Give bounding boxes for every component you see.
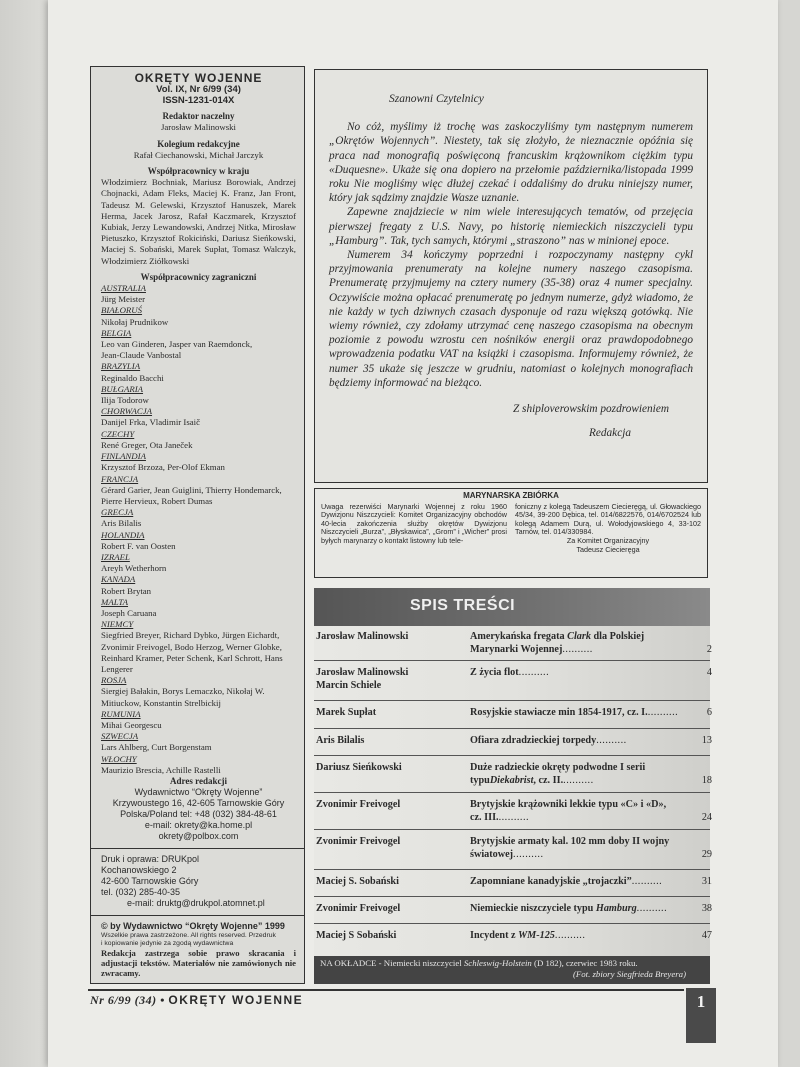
toc-author bbox=[316, 902, 466, 915]
toc-divider bbox=[314, 700, 710, 701]
toc-page-number: 13 bbox=[701, 735, 712, 746]
toc-divider bbox=[314, 896, 710, 897]
toc-author-name: Maciej S. Sobański bbox=[316, 876, 399, 887]
divider bbox=[91, 915, 304, 916]
letter-paragraph: Zapewne znajdziecie w nim wiele interesujących tematów, od przejęcia pierwszej fregaty z U.S. Navy, po historię niemieckich niszczycieli typu „Hamburg”. Tak, tych samych, którymi „straszono” nas w minionej epoce. bbox=[329, 206, 693, 247]
toc-page-number: 18 bbox=[701, 775, 712, 786]
toc-title bbox=[470, 666, 712, 679]
toc-page-number: 4 bbox=[706, 667, 712, 678]
contributor-names: Nikołaj Prudnikow bbox=[101, 316, 169, 327]
country-label: CHORWACJA bbox=[101, 406, 153, 417]
cover-note-ship: Schleswig-Holstein bbox=[463, 958, 532, 968]
print-line: tel. (032) 285-40-35 bbox=[101, 887, 181, 898]
contributor-names: Mihai Georgescu bbox=[101, 719, 162, 730]
contributor-names: Maurizio Brescia, Achille Rastelli bbox=[101, 764, 221, 775]
country-label: IZRAEL bbox=[101, 551, 130, 562]
board-role: Kolegium redakcyjne bbox=[157, 138, 240, 149]
contributor-names: Lars Ahlberg, Curt Borgenstam bbox=[101, 742, 212, 753]
address-line: Krzywoustego 16, 42-605 Tarnowskie Góry bbox=[112, 798, 285, 809]
page-number: 1 bbox=[686, 988, 716, 1043]
address-line: Wydawnictwo “Okręty Wojenne” bbox=[134, 787, 263, 798]
footer-rule bbox=[88, 989, 684, 991]
toc-title bbox=[470, 761, 712, 787]
divider bbox=[91, 848, 304, 849]
toc-divider bbox=[314, 869, 710, 870]
domestic-role: Współpracownicy w kraju bbox=[147, 166, 250, 177]
notice-col-left: Uwaga rezerwiści Marynarki Wojennej z roku 1960 Dywizjonu Niszczycieli: Komitet Organizacyjny obchodów 40-lecia zakończenia służby okrętów Dywizjonu Niszczycieli „Burza”, „Błyskawica”, „Grom” i „Wicher” prosi byłych marynarzy o kontakt listowny lub tele- bbox=[321, 501, 507, 545]
country-label: FINLANDIA bbox=[101, 451, 146, 462]
toc-title-text: Marynarki Wojennej bbox=[470, 644, 563, 655]
toc-divider bbox=[314, 755, 710, 756]
foreign-contributors-list bbox=[101, 283, 296, 776]
toc-divider bbox=[314, 660, 710, 661]
cover-note-rest: (D 182), czerwiec 1983 roku. bbox=[531, 958, 638, 968]
contributor-names: Krzysztof Brzoza, Per-Olof Ekman bbox=[101, 462, 225, 473]
toc-page-number: 24 bbox=[701, 812, 712, 823]
print-line: 42-600 Tarnowskie Góry bbox=[101, 876, 199, 887]
toc-title-text: Zapomniane kanadyjskie „trojaczki” bbox=[470, 876, 632, 887]
address-role: Adres redakcji bbox=[170, 775, 227, 786]
notice-title: MARYNARSKA ZBIÓRKA bbox=[463, 491, 559, 500]
toc-author-name: Jarosław Malinowski bbox=[316, 631, 409, 642]
contributor-names: Ilija Todorow bbox=[101, 395, 149, 406]
country-label: BRAZYLIA bbox=[101, 361, 141, 372]
contributor-names: Joseph Caruana bbox=[101, 607, 157, 618]
toc-leader-dots: .......... bbox=[562, 644, 593, 655]
letter-signature: Redakcja bbox=[588, 427, 631, 440]
country-label: ROSJA bbox=[101, 675, 127, 686]
toc-heading: SPIS TREŚCI bbox=[314, 588, 710, 626]
notice-col-right: foniczny z kolegą Tadeuszem Ciecieręgą, ul. Głowackiego 45/34, 39-200 Dębica, tel. 014/6822576, 014/6702524 lub kolegą Adamem Durą, ul. Wołodyjowskiego 4, 33-102 Tarnów, tel. 014/330984. bbox=[515, 501, 701, 537]
toc-title bbox=[470, 875, 712, 888]
contributor-names: Aris Bilalis bbox=[101, 518, 142, 529]
contributor-names: Jean-Claude Vanbostal bbox=[101, 350, 182, 361]
toc-title-text: Brytyjskie armaty kal. 102 mm doby II wojny bbox=[470, 836, 670, 847]
address-email: okrety@polbox.com bbox=[158, 831, 239, 842]
toc-author-name: Aris Bilalis bbox=[316, 735, 365, 746]
toc-leader-dots: .......... bbox=[636, 903, 668, 914]
country-label: BUŁGARIA bbox=[101, 383, 144, 394]
editor-name: Jarosław Malinowski bbox=[160, 122, 236, 133]
notice-box bbox=[314, 488, 708, 578]
toc-title bbox=[470, 630, 712, 656]
volume-info: Vol. IX, Nr 6/99 (34) bbox=[156, 84, 241, 96]
contributor-names: René Greger, Ota Janeček bbox=[101, 439, 193, 450]
toc-author-name: Zvonimir Freivogel bbox=[316, 903, 401, 914]
toc-leader-dots: .......... bbox=[563, 775, 594, 786]
letter-paragraph: No cóż, myślimy iż trochę was zaskoczyliśmy tym następnym numerem „Okrętów Wojennych”. Niestety, tak się złożyło, że nieznacznie opóźnia się praca nad monografią poświęconą francuskim krążownikom ciężkim typu «Duquesne». Ukaże się ona dopiero na przełomie października/listopada 1999 roku Nie mogliśmy więc dłużej czekać i oddaliśmy do druku niniejszy numer, który jak sądzimy znajdzie Wasze uznanie. bbox=[329, 121, 693, 205]
toc-leader-dots: .......... bbox=[518, 667, 550, 678]
toc-title bbox=[470, 734, 712, 747]
country-label: GRECJA bbox=[101, 507, 134, 518]
country-label: BIAŁORUŚ bbox=[101, 305, 143, 316]
address-email: e-mail: okrety@ka.home.pl bbox=[144, 820, 253, 831]
toc-leader-dots: .......... bbox=[554, 930, 586, 941]
toc-title-text: Brytyjskie krążowniki lekkie typu «C» i «D», bbox=[470, 799, 667, 810]
toc-leader-dots: .......... bbox=[631, 876, 663, 887]
editor-role: Redaktor naczelny bbox=[162, 111, 235, 122]
letter-closing: Z shiploverowskim pozdrowieniem bbox=[512, 403, 669, 416]
masthead-box bbox=[90, 66, 305, 984]
editorial-notice: Redakcja zastrzega sobie prawo skracania i adjustacji tekstów. Materiałów nie zamówionych nie zwracamy. bbox=[101, 948, 296, 979]
address-line: Polska/Poland tel: +48 (032) 384-48-61 bbox=[120, 809, 277, 820]
toc-author bbox=[316, 734, 466, 747]
toc-author-name: Dariusz Sieńkowski bbox=[316, 762, 402, 773]
toc-author bbox=[316, 706, 466, 719]
toc-title-text: Z życia flot bbox=[470, 667, 519, 678]
notice-signature: Za Komitet Organizacyjny bbox=[566, 535, 650, 545]
contributor-names: Pierre Hervieux, Robert Dumas bbox=[101, 495, 213, 506]
toc-title-text: Duże radzieckie okręty podwodne I serii typu bbox=[470, 762, 646, 786]
magazine-title: OKRĘTY WOJENNE bbox=[134, 71, 263, 85]
toc-leader-dots: .......... bbox=[596, 735, 627, 746]
country-label: KANADA bbox=[101, 574, 136, 585]
toc-author-name: Jarosław Malinowski bbox=[316, 667, 409, 678]
contributor-names: Reginaldo Bacchi bbox=[101, 372, 164, 383]
toc-leader-dots: .......... bbox=[647, 707, 679, 718]
toc-title bbox=[470, 902, 712, 915]
toc-title-italic: Diekabrist bbox=[489, 775, 534, 786]
cover-note-lead: NA OKŁADCE - Niemiecki niszczyciel bbox=[320, 958, 464, 968]
toc-title-text: światowej bbox=[470, 849, 514, 860]
footer bbox=[90, 993, 303, 1008]
country-label: CZECHY bbox=[101, 428, 135, 439]
foreign-role: Współpracownicy zagraniczni bbox=[140, 271, 257, 282]
toc-title-text: , cz. II. bbox=[533, 775, 564, 786]
toc-author bbox=[316, 875, 466, 888]
footer-issue: Nr 6/99 (34) • bbox=[90, 993, 165, 1007]
contributor-names: Danijel Frka, Vladimir Isaič bbox=[101, 417, 201, 428]
print-line: Druk i oprawa: DRUKpol bbox=[101, 854, 200, 865]
contributor-names: Areyh Wetherhorn bbox=[101, 563, 167, 574]
contributor-names: Robert F. van Oosten bbox=[101, 540, 176, 551]
contributor-names: Leo van Ginderen, Jasper van Raemdonck, bbox=[101, 339, 253, 350]
letter-paragraph: Numerem 34 kończymy poprzedni i rozpoczynamy następny cykl przyjmowania prenumeraty na kolejne numery naszego czasopisma. Prenumeratę przyjmujemy na cztery numery (35-38) oraz 4 numer specjalny. Oczywiście można opłacać prenumeratę po jednym numerze, gdyż wiadomo, że nie każdy w tych dziwnych czasach dysponuje od razu większą gotówką. Nie wiemy również, czy zdołamy utrzymać cenę naszego czasopisma na obecnym poziomie z powodu wzrostu cen nośników energii oraz prawdopodobnego wprowadzenia podatku VAT na książki i czasopisma. Informujemy również, że numer 35 ukaże się jeszcze w grudniu, natomiast o kolejnych monografiach będziemy informować na bieżąco. bbox=[329, 249, 693, 389]
toc-divider bbox=[314, 792, 710, 793]
toc-author-name: Marcin Schiele bbox=[316, 680, 382, 691]
toc-author bbox=[316, 630, 466, 643]
toc-author-name: Zvonimir Freivogel bbox=[316, 799, 401, 810]
toc-title-text: Niemieckie niszczyciele typu bbox=[470, 903, 596, 914]
toc-page-number: 29 bbox=[701, 849, 712, 860]
copyright: © by Wydawnictwo “Okręty Wojenne” 1999 bbox=[101, 921, 285, 932]
toc-divider bbox=[314, 728, 710, 729]
toc-page-number: 47 bbox=[701, 930, 712, 941]
page-edge bbox=[0, 0, 48, 1067]
country-label: MALTA bbox=[101, 596, 129, 607]
toc-title-italic: Clark bbox=[567, 631, 591, 642]
contributor-names: Jürg Meister bbox=[101, 294, 146, 305]
country-label: RUMUNIA bbox=[101, 708, 141, 719]
toc-author-name: Zvonimir Freivogel bbox=[316, 836, 401, 847]
country-label: SZWECJA bbox=[101, 731, 139, 742]
toc-title-text: Amerykańska fregata bbox=[470, 631, 568, 642]
contributor-names: Gérard Garier, Jean Guiglini, Thierry Hondemarck, bbox=[101, 484, 282, 495]
table-of-contents bbox=[314, 626, 710, 956]
rights-note: i kopiowanie jedynie za zgodą wydawnictwa bbox=[101, 940, 234, 948]
toc-author bbox=[316, 929, 466, 942]
editor-letter bbox=[314, 69, 708, 483]
toc-author-name: Maciej S Sobański bbox=[316, 930, 397, 941]
toc-author bbox=[316, 666, 466, 692]
domestic-names: Włodzimierz Bochniak, Mariusz Borowiak, Andrzej Chojnacki, Adam Fleks, Maciej K. Franz, Jan Front, Tadeusz M. Gelewski, Krzysztof Hanuszek, Marek Herma, Jacek Jarosz, Rafał Kaczmarek, Krzysztof Kubiak, Jerzy Lewandowski, Andrzej Nitka, Mirosław Pietuszko, Krzysztof Rokiciński, Dariusz Sieńkowski, Maciej S. Sobański, Marek Supłat, Tomasz Walczyk, Włodzimierz Ziółkowski bbox=[101, 177, 296, 266]
toc-title-italic: WM-125 bbox=[518, 930, 555, 941]
toc-page-number: 31 bbox=[701, 876, 712, 887]
toc-title-text: Incydent z bbox=[470, 930, 519, 941]
cover-photo-credit: (Fot. zbiory Siegfrieda Breyera) bbox=[572, 969, 686, 979]
toc-author bbox=[316, 835, 466, 848]
toc-title-text: dla Polskiej bbox=[590, 631, 645, 642]
contributor-names: Robert Brytan bbox=[101, 585, 152, 596]
toc-divider bbox=[314, 829, 710, 830]
country-label: BELGIA bbox=[101, 327, 132, 338]
cover-note bbox=[314, 956, 710, 984]
toc-page-number: 2 bbox=[706, 644, 712, 655]
footer-brand: OKRĘTY WOJENNE bbox=[168, 993, 304, 1007]
country-label: AUSTRALIA bbox=[101, 283, 146, 294]
toc-page-number: 38 bbox=[701, 903, 712, 914]
toc-leader-dots: .......... bbox=[513, 849, 544, 860]
issn: ISSN-1231-014X bbox=[162, 95, 235, 107]
letter-greeting: Szanowni Czytelnicy bbox=[389, 93, 484, 105]
board-names: Rafał Ciechanowski, Michał Jarczyk bbox=[133, 149, 264, 160]
toc-title-text: cz. III. bbox=[470, 812, 499, 823]
country-label: NIEMCY bbox=[101, 619, 134, 630]
rights-note: Wszelkie prawa zastrzeżone. All rights reserved. Przedruk bbox=[101, 932, 276, 940]
toc-title-text: Rosyjskie stawiacze min 1854-1917, cz. I. bbox=[470, 707, 648, 718]
toc-title-text: Ofiara zdradzieckiej torpedy bbox=[470, 735, 597, 746]
print-line: Kochanowskiego 2 bbox=[101, 865, 177, 876]
contributor-names: Siergiej Bałakin, Borys Lemaczko, Nikołaj W. Mitiuckow, Konstantin Strelbickij bbox=[101, 686, 265, 708]
country-label: HOLANDIA bbox=[101, 529, 145, 540]
toc-page-number: 6 bbox=[706, 707, 712, 718]
toc-title bbox=[470, 706, 712, 719]
toc-author-name: Marek Supłat bbox=[316, 707, 377, 718]
toc-author bbox=[316, 798, 466, 811]
print-email: e-mail: druktg@drukpol.atomnet.pl bbox=[127, 898, 265, 909]
notice-signature: Tadeusz Ciecieręga bbox=[576, 544, 640, 554]
toc-title-italic: Hamburg bbox=[595, 903, 637, 914]
toc-author bbox=[316, 761, 466, 774]
toc-leader-dots: .......... bbox=[498, 812, 530, 823]
toc-title bbox=[470, 798, 712, 824]
toc-divider bbox=[314, 923, 710, 924]
country-label: FRANCJA bbox=[101, 473, 139, 484]
toc-title bbox=[470, 835, 712, 861]
country-label: WŁOCHY bbox=[101, 753, 137, 764]
contributor-names: Siegfried Breyer, Richard Dybko, Jürgen Eichardt, Zvonimir Freivogel, Bodo Herzog, Werner Globke, Reinhard Kramer, Peter Schenk, Karl Schrott, Hans Lengerer bbox=[101, 630, 283, 674]
toc-title bbox=[470, 929, 712, 942]
